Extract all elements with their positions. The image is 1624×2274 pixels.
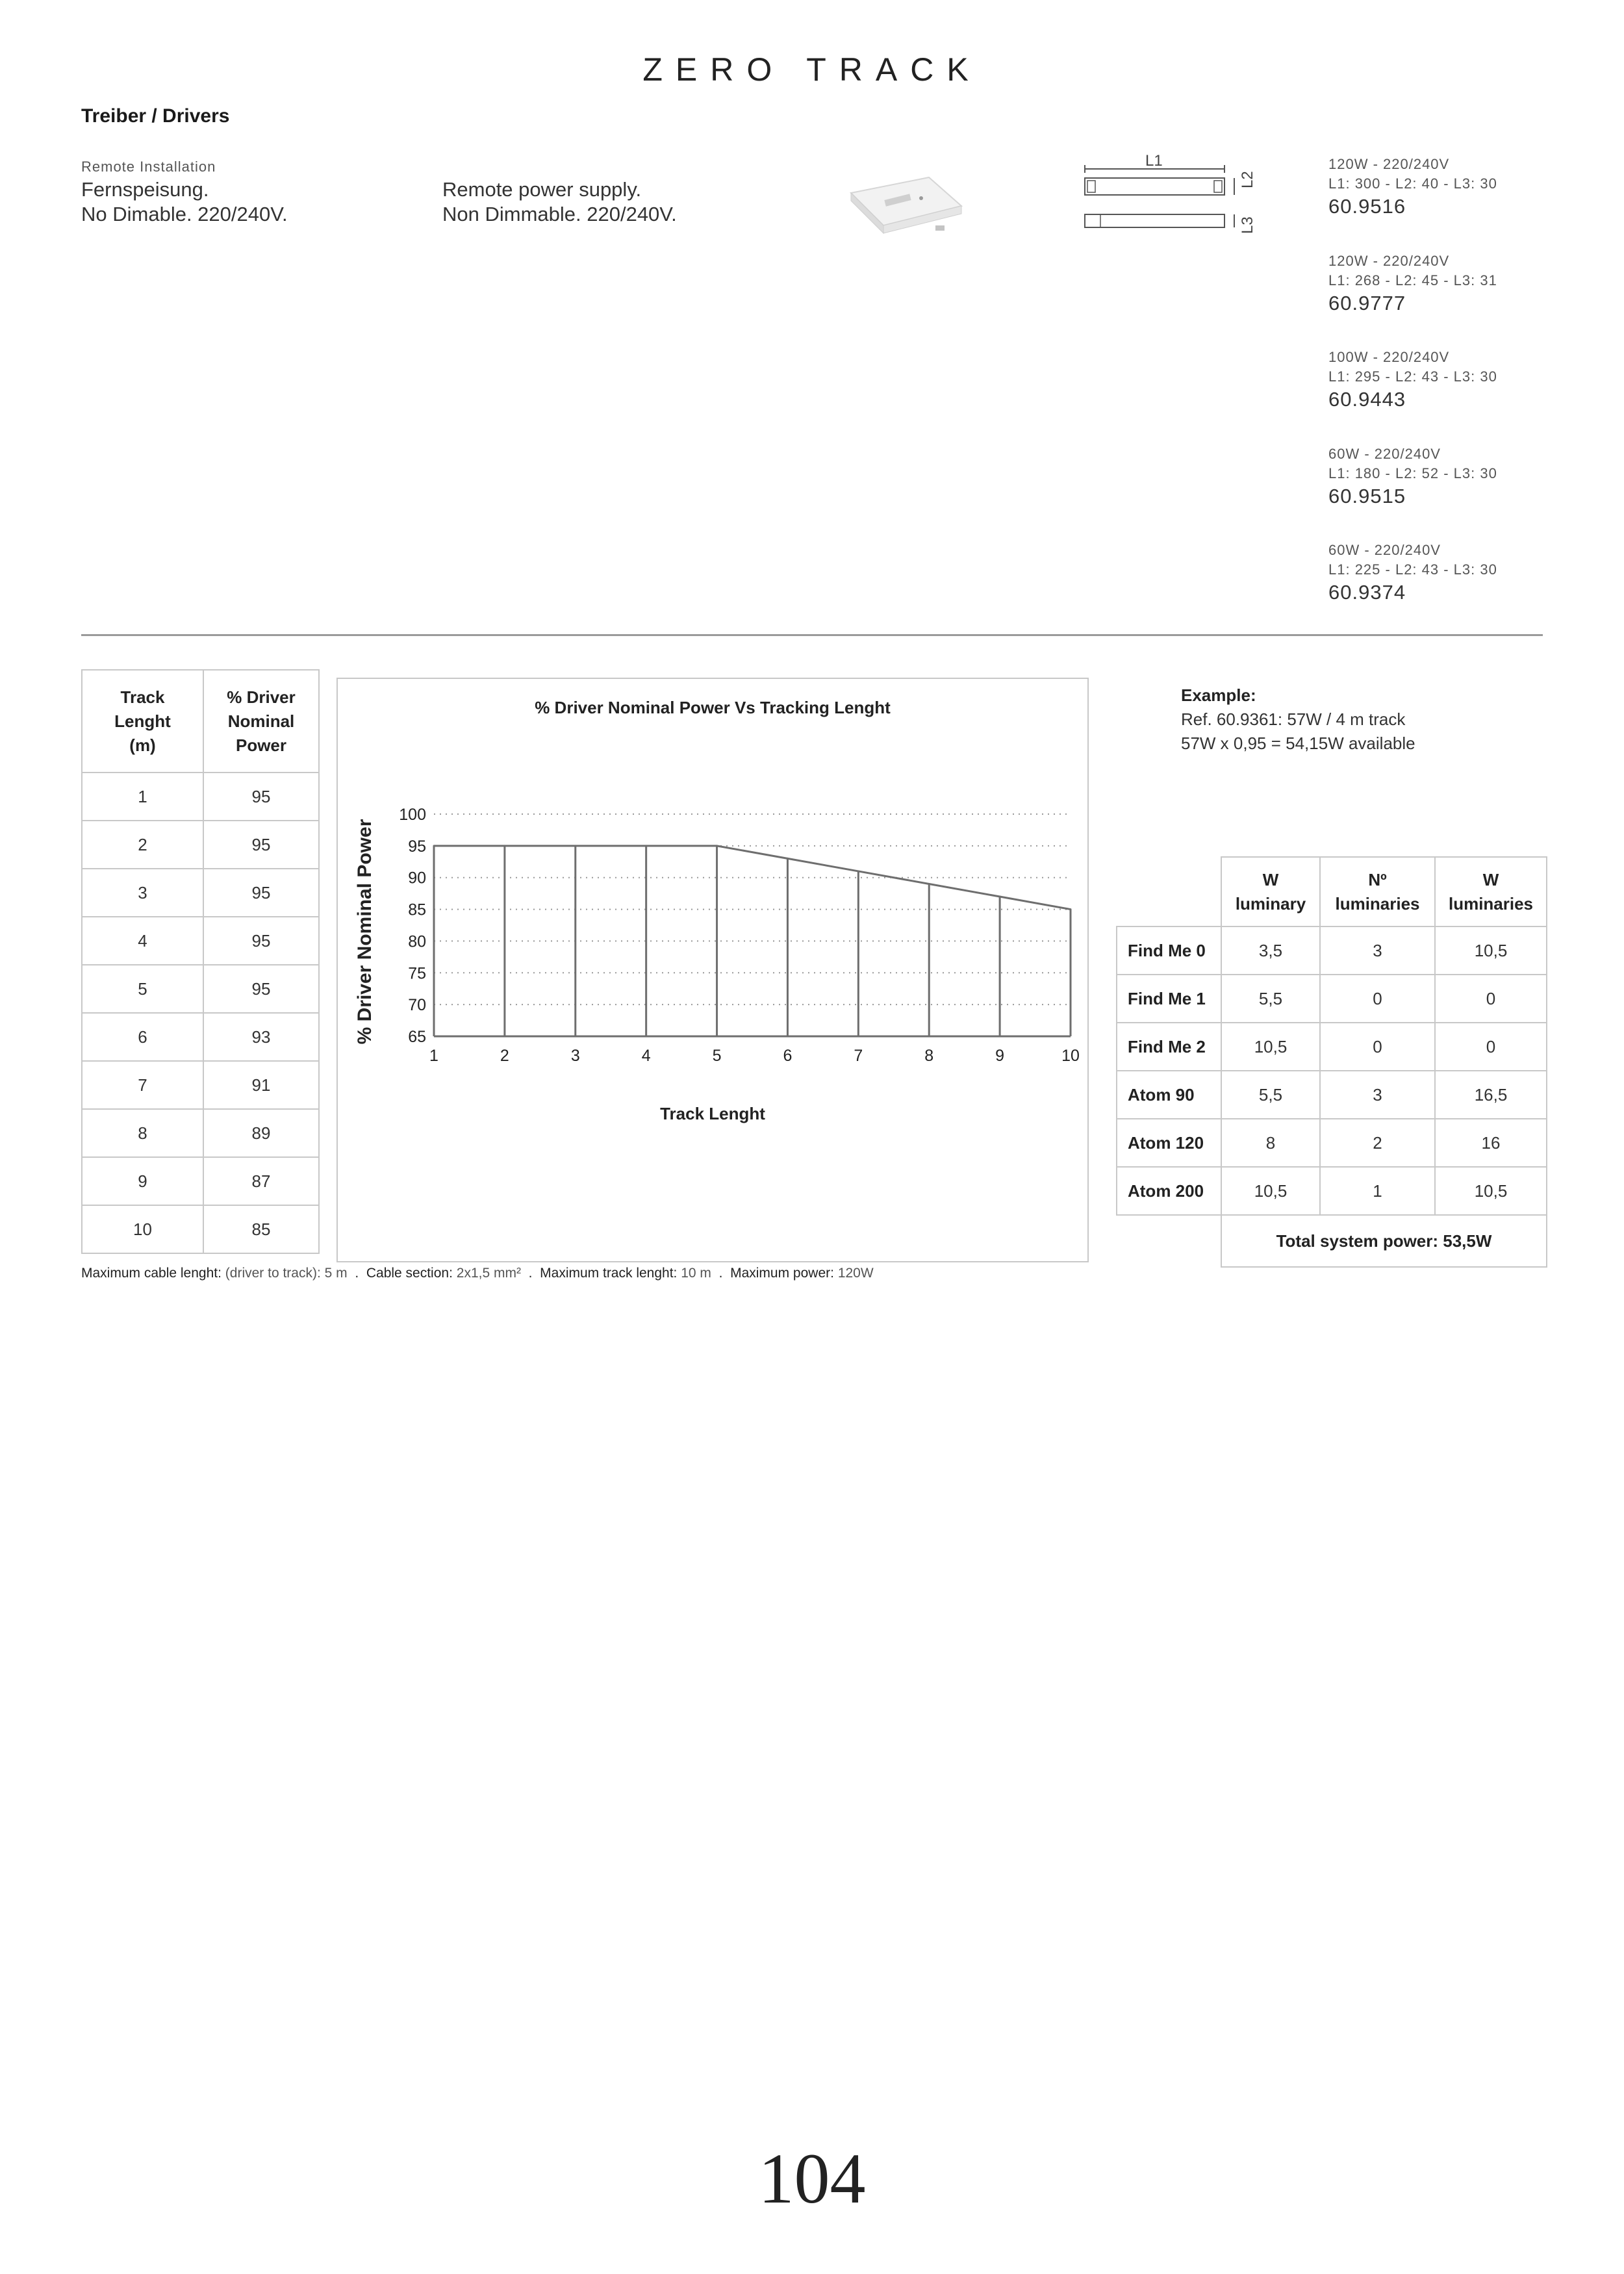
y-tick-label: 75 <box>408 964 426 983</box>
table-row <box>1117 926 1547 975</box>
spec-code: 60.9516 <box>1328 195 1406 218</box>
table-cell: 10,5 <box>1435 1167 1547 1215</box>
y-tick-label: 95 <box>408 837 426 856</box>
table-cell: 0 <box>1320 975 1435 1023</box>
table-cell: 1 <box>82 773 203 821</box>
x-tick-label: 4 <box>641 1047 651 1065</box>
table-row <box>1117 1119 1547 1167</box>
y-tick-label: 80 <box>408 932 426 951</box>
table-cell: 10,5 <box>1221 1023 1320 1071</box>
x-tick-label: 5 <box>712 1047 722 1065</box>
data-point <box>503 845 505 847</box>
table-cell: 95 <box>203 773 319 821</box>
luminaire-name: Find Me 1 <box>1117 975 1221 1023</box>
table-cell: 7 <box>82 1061 203 1109</box>
luminaires-table <box>1116 856 1547 1268</box>
luminaire-name: Atom 200 <box>1117 1167 1221 1215</box>
data-point <box>574 845 576 847</box>
table-cell: 95 <box>203 965 319 1013</box>
example-block <box>1181 683 1415 756</box>
dim-label-l2: L2 <box>1239 171 1256 188</box>
spec-code: 60.9777 <box>1328 292 1406 314</box>
luminaire-name: Atom 120 <box>1117 1119 1221 1167</box>
spec-power: 120W - 220/240V <box>1328 253 1450 269</box>
table-cell: 3,5 <box>1221 926 1320 975</box>
cable-length-value: (driver to track): 5 m <box>225 1266 348 1281</box>
luminaire-name: Find Me 0 <box>1117 926 1221 975</box>
spec-dims: L1: 180 - L2: 52 - L3: 30 <box>1328 465 1497 481</box>
table-row <box>82 821 319 869</box>
table-cell: 5,5 <box>1221 975 1320 1023</box>
spec-dims: L1: 300 - L2: 40 - L3: 30 <box>1328 175 1497 192</box>
german-line-2: No Dimable. 220/240V. <box>81 203 288 225</box>
table-header: Track Lenght (m) <box>82 670 203 773</box>
table-cell: 5 <box>82 965 203 1013</box>
table-cell: 10 <box>82 1205 203 1253</box>
table-cell: 4 <box>82 917 203 965</box>
spec-dims: L1: 268 - L2: 45 - L3: 31 <box>1328 272 1497 288</box>
install-label: Remote Installation <box>81 159 216 175</box>
separator: . <box>528 1266 533 1281</box>
table-header: W luminary <box>1221 857 1320 926</box>
table-cell: 1 <box>1320 1167 1435 1215</box>
section-heading: Treiber / Drivers <box>81 105 230 127</box>
spec-power: 100W - 220/240V <box>1328 349 1450 365</box>
y-tick-label: 100 <box>399 806 426 824</box>
table-row <box>1117 1167 1547 1215</box>
x-tick-label: 6 <box>783 1047 793 1065</box>
max-power-label: Maximum power: <box>730 1266 834 1281</box>
track-length-label: Maximum track lenght: <box>540 1266 678 1281</box>
separator: . <box>718 1266 723 1281</box>
y-tick-label: 65 <box>408 1028 426 1046</box>
spec-item <box>1328 155 1497 220</box>
table-cell: 10,5 <box>1221 1167 1320 1215</box>
table-cell: 10,5 <box>1435 926 1547 975</box>
data-point <box>645 845 647 847</box>
x-tick-label: 1 <box>429 1047 438 1065</box>
spec-dims: L1: 295 - L2: 43 - L3: 30 <box>1328 368 1497 385</box>
data-point <box>857 870 859 872</box>
x-tick-label: 3 <box>570 1047 580 1065</box>
table-cell: 16 <box>1435 1119 1547 1167</box>
english-line-2: Non Dimmable. 220/240V. <box>442 203 677 225</box>
cable-length-label: Maximum cable lenght: <box>81 1266 222 1281</box>
example-line-1: Ref. 60.9361: 57W / 4 m track <box>1181 709 1406 729</box>
data-point <box>716 845 718 847</box>
description-english <box>442 177 677 227</box>
table-cell: 85 <box>203 1205 319 1253</box>
luminaire-name: Find Me 2 <box>1117 1023 1221 1071</box>
table-cell: 91 <box>203 1061 319 1109</box>
page-number: 104 <box>758 2139 866 2218</box>
table-cell: 8 <box>1221 1119 1320 1167</box>
table-cell: 8 <box>82 1109 203 1157</box>
example-line-2: 57W x 0,95 = 54,15W available <box>1181 734 1415 753</box>
x-tick-label: 9 <box>995 1047 1005 1065</box>
table-cell: 0 <box>1435 975 1547 1023</box>
table-cell: 2 <box>82 821 203 869</box>
page-title: ZERO TRACK <box>642 51 982 88</box>
spec-item <box>1328 444 1497 509</box>
table-corner <box>1117 1215 1221 1267</box>
data-point <box>787 858 789 860</box>
y-tick-label: 90 <box>408 869 426 888</box>
spec-code: 60.9443 <box>1328 388 1406 411</box>
luminaire-name: Atom 90 <box>1117 1071 1221 1119</box>
y-axis-label: % Driver Nominal Power <box>354 819 375 1045</box>
table-row <box>82 1205 319 1253</box>
cable-section-label: Cable section: <box>366 1266 453 1281</box>
table-row <box>1117 1023 1547 1071</box>
table-header: W luminaries <box>1435 857 1547 926</box>
y-tick-label: 85 <box>408 901 426 919</box>
x-tick-label: 2 <box>500 1047 509 1065</box>
table-cell: 0 <box>1320 1023 1435 1071</box>
spec-item <box>1328 541 1497 606</box>
y-tick-label: 70 <box>408 996 426 1015</box>
table-cell: 0 <box>1435 1023 1547 1071</box>
footer-note <box>81 1266 874 1281</box>
spec-power: 60W - 220/240V <box>1328 542 1441 558</box>
x-tick-label: 10 <box>1061 1047 1080 1065</box>
spec-item <box>1328 348 1497 413</box>
data-point <box>433 845 435 847</box>
table-row <box>82 917 319 965</box>
spec-power: 120W - 220/240V <box>1328 156 1450 172</box>
spec-power: 60W - 220/240V <box>1328 446 1441 462</box>
table-row <box>1117 975 1547 1023</box>
chart-title: % Driver Nominal Power Vs Tracking Lenght <box>535 698 891 717</box>
table-row <box>82 1061 319 1109</box>
table-cell: 16,5 <box>1435 1071 1547 1119</box>
x-axis-label: Track Lenght <box>660 1104 765 1123</box>
table-cell: 5,5 <box>1221 1071 1320 1119</box>
table-cell: 3 <box>1320 926 1435 975</box>
x-tick-label: 7 <box>854 1047 863 1065</box>
series-line <box>434 846 1071 910</box>
cable-section-value: 2x1,5 mm² <box>456 1266 521 1281</box>
table-row <box>82 1157 319 1205</box>
table-row <box>82 965 319 1013</box>
total-system-power: Total system power: 53,5W <box>1221 1215 1547 1267</box>
track-length-table <box>81 669 320 1254</box>
table-cell: 93 <box>203 1013 319 1061</box>
spec-dims: L1: 225 - L2: 43 - L3: 30 <box>1328 561 1497 578</box>
power-chart <box>336 678 1089 1262</box>
table-cell: 95 <box>203 821 319 869</box>
dim-label-l3: L3 <box>1239 216 1256 234</box>
data-point <box>1070 908 1072 910</box>
table-cell: 89 <box>203 1109 319 1157</box>
description-german <box>81 177 288 227</box>
spec-code: 60.9374 <box>1328 581 1406 604</box>
data-point <box>928 883 930 885</box>
separator: . <box>355 1266 359 1281</box>
table-row <box>82 869 319 917</box>
track-length-value: 10 m <box>681 1266 711 1281</box>
table-cell: 3 <box>82 869 203 917</box>
spec-item <box>1328 251 1497 316</box>
table-corner <box>1117 857 1221 926</box>
table-row <box>82 1109 319 1157</box>
table-header: % Driver Nominal Power <box>203 670 319 773</box>
dimension-diagram <box>1078 149 1254 240</box>
german-line-1: Fernspeisung. <box>81 178 209 201</box>
table-cell: 2 <box>1320 1119 1435 1167</box>
table-cell: 9 <box>82 1157 203 1205</box>
table-cell: 95 <box>203 917 319 965</box>
table-cell: 3 <box>1320 1071 1435 1119</box>
dim-label-l1: L1 <box>1145 152 1163 170</box>
table-row <box>82 1013 319 1061</box>
spec-code: 60.9515 <box>1328 485 1406 507</box>
table-cell: 95 <box>203 869 319 917</box>
english-line-1: Remote power supply. <box>442 178 642 201</box>
example-heading: Example: <box>1181 685 1256 705</box>
section-divider <box>81 634 1543 636</box>
data-point <box>999 896 1001 898</box>
table-header: Nº luminaries <box>1320 857 1435 926</box>
x-tick-label: 8 <box>924 1047 934 1065</box>
driver-product-image <box>844 166 968 244</box>
table-cell: 6 <box>82 1013 203 1061</box>
max-power-value: 120W <box>837 1266 874 1281</box>
table-row <box>1117 1071 1547 1119</box>
table-cell: 87 <box>203 1157 319 1205</box>
table-row <box>82 773 319 821</box>
